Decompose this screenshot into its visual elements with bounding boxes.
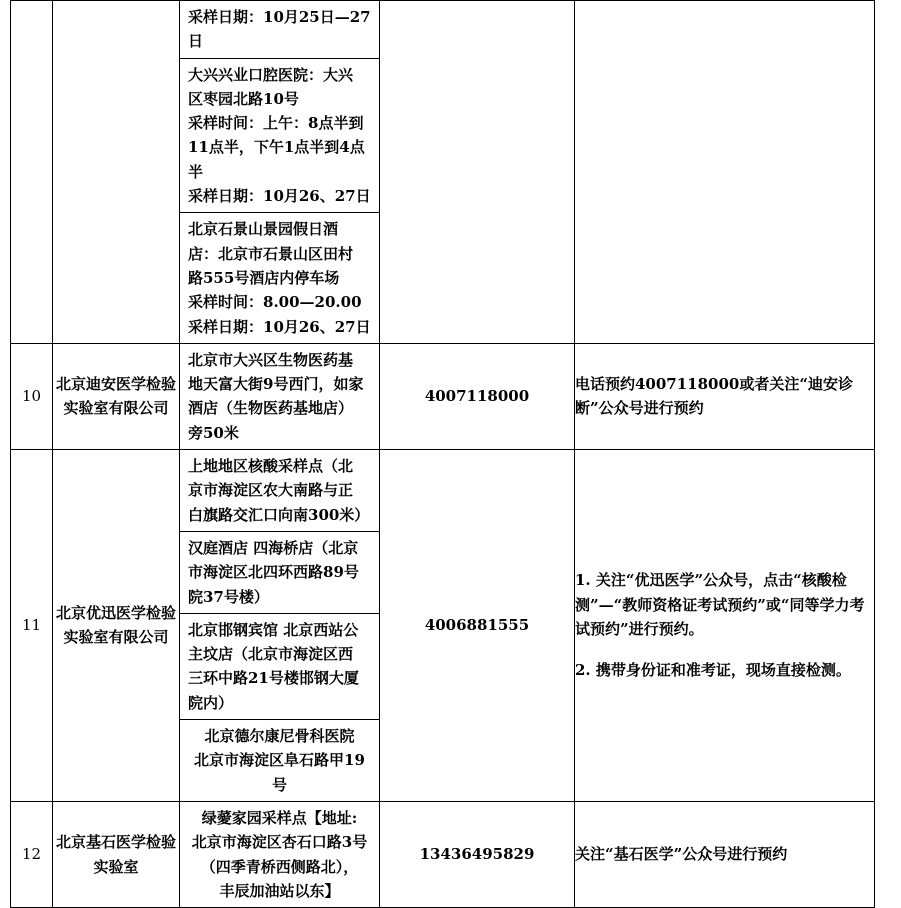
row-index-cell — [11, 801, 53, 907]
site-item — [180, 212, 379, 342]
site-item — [180, 719, 379, 801]
row-note-paragraph: 1. 关注“优迅医学”公众号，点击“核酸检测”—“教师资格证考试预约”或“同等学力考试预约”进行预约。 — [575, 571, 865, 638]
site-line: 北京邯钢宾馆 北京西站公 — [188, 620, 359, 639]
row-phone-cell — [380, 343, 575, 449]
site-item — [180, 58, 379, 213]
row-org-cell — [53, 801, 180, 907]
site-list — [180, 1, 379, 343]
table-row — [11, 801, 875, 907]
row-org-value: 北京优迅医学检验实验室有限公司 — [55, 604, 176, 647]
site-line: 三环中路21号楼邯钢大厦 — [188, 669, 359, 688]
row-phone-value: 13436495829 — [419, 845, 535, 864]
site-line: 院内） — [188, 693, 234, 712]
row-note-cell — [575, 450, 875, 802]
site-item — [180, 802, 379, 907]
site-line: 北京市海淀区阜石路甲19 — [194, 751, 365, 770]
site-item — [180, 613, 379, 719]
row-org-cell — [53, 343, 180, 449]
site-line: 北京市海淀区杏石口路3号 — [191, 833, 368, 852]
site-line: 采样日期：10月26、27日 — [188, 187, 371, 206]
row-org-value: 北京基石医学检验实验室 — [55, 833, 176, 876]
table-row — [11, 1, 875, 344]
site-line: 酒店（生物医药基地店） — [188, 399, 354, 418]
site-list — [180, 802, 379, 907]
row-phone-cell — [380, 1, 575, 344]
site-line: 采样时间：8.00—20.00 — [188, 293, 362, 312]
site-item — [180, 1, 379, 58]
row-org-cell — [53, 450, 180, 802]
row-phone-cell — [380, 801, 575, 907]
row-note-cell — [575, 343, 875, 449]
site-line: （四季青桥西侧路北）， — [200, 857, 359, 876]
site-line: 丰辰加油站以东】 — [219, 881, 340, 900]
site-line: 号 — [271, 775, 287, 794]
row-sites-cell — [180, 1, 380, 344]
row-note-value: 电话预约4007118000或者关注“迪安诊断”公众号进行预约 — [575, 375, 853, 418]
site-line: 旁50米 — [188, 423, 239, 442]
row-index-cell — [11, 1, 53, 344]
site-list — [180, 344, 379, 449]
row-sites-cell — [180, 343, 380, 449]
sampling-sites-table — [10, 0, 875, 908]
row-index-cell — [11, 343, 53, 449]
site-line: 白旗路交汇口向南300米） — [188, 505, 370, 524]
site-line: 采样日期：10月26、27日 — [188, 317, 371, 336]
site-line: 汉庭酒店 四海桥店（北京 — [188, 538, 359, 557]
site-line: 市海淀区北四环西路89号 — [188, 563, 359, 582]
row-phone-value: 4006881555 — [424, 616, 530, 635]
site-line: 北京石景山景园假日酒 — [188, 220, 339, 239]
row-phone-value: 4007118000 — [424, 387, 530, 406]
site-line: 采样日期：10月25日—27 — [188, 8, 371, 26]
site-line: 区枣园北路10号 — [188, 89, 299, 108]
row-org-value: 北京迪安医学检验实验室有限公司 — [55, 375, 176, 418]
site-line: 北京市大兴区生物医药基 — [188, 350, 354, 369]
site-line: 店：北京市石景山区田村 — [188, 244, 354, 263]
site-line: 院37号楼） — [188, 587, 269, 606]
site-line: 11点半，下午1点半到4点 — [188, 138, 365, 157]
site-item — [180, 450, 379, 531]
site-line: 路555号酒店内停车场 — [188, 268, 340, 287]
row-note-cell — [575, 1, 875, 344]
site-line: 主坟店（北京市海淀区西 — [188, 645, 354, 664]
table-row — [11, 343, 875, 449]
row-index-value: 10 — [21, 387, 42, 406]
row-index-value: 11 — [21, 616, 42, 635]
site-item — [180, 344, 379, 449]
site-line: 北京德尔康尼骨科医院 — [204, 727, 355, 746]
row-sites-cell — [180, 450, 380, 802]
row-index-cell — [11, 450, 53, 802]
site-list — [180, 450, 379, 801]
table-body — [11, 1, 875, 908]
row-note-cell — [575, 801, 875, 907]
site-line: 绿薆家园采样点【地址: — [201, 808, 358, 827]
site-line: 上地地区核酸采样点（北 — [188, 457, 354, 476]
table-row — [11, 450, 875, 802]
row-phone-cell — [380, 450, 575, 802]
site-line: 京市海淀区农大南路与正 — [188, 481, 354, 500]
site-line: 采样时间：上午：8点半到 — [188, 114, 364, 133]
site-line: 日 — [188, 32, 204, 51]
row-note-value: 关注“基石医学”公众号进行预约 — [575, 845, 788, 864]
site-item — [180, 531, 379, 613]
site-line: 半 — [188, 162, 204, 181]
row-org-cell — [53, 1, 180, 344]
site-line: 地天富大街9号西门，如家 — [188, 375, 364, 394]
row-sites-cell — [180, 801, 380, 907]
row-note-paragraph: 2. 携带身份证和准考证，现场直接检测。 — [575, 661, 851, 680]
row-index-value: 12 — [21, 845, 42, 864]
site-line: 大兴兴业口腔医院：大兴 — [188, 65, 354, 84]
